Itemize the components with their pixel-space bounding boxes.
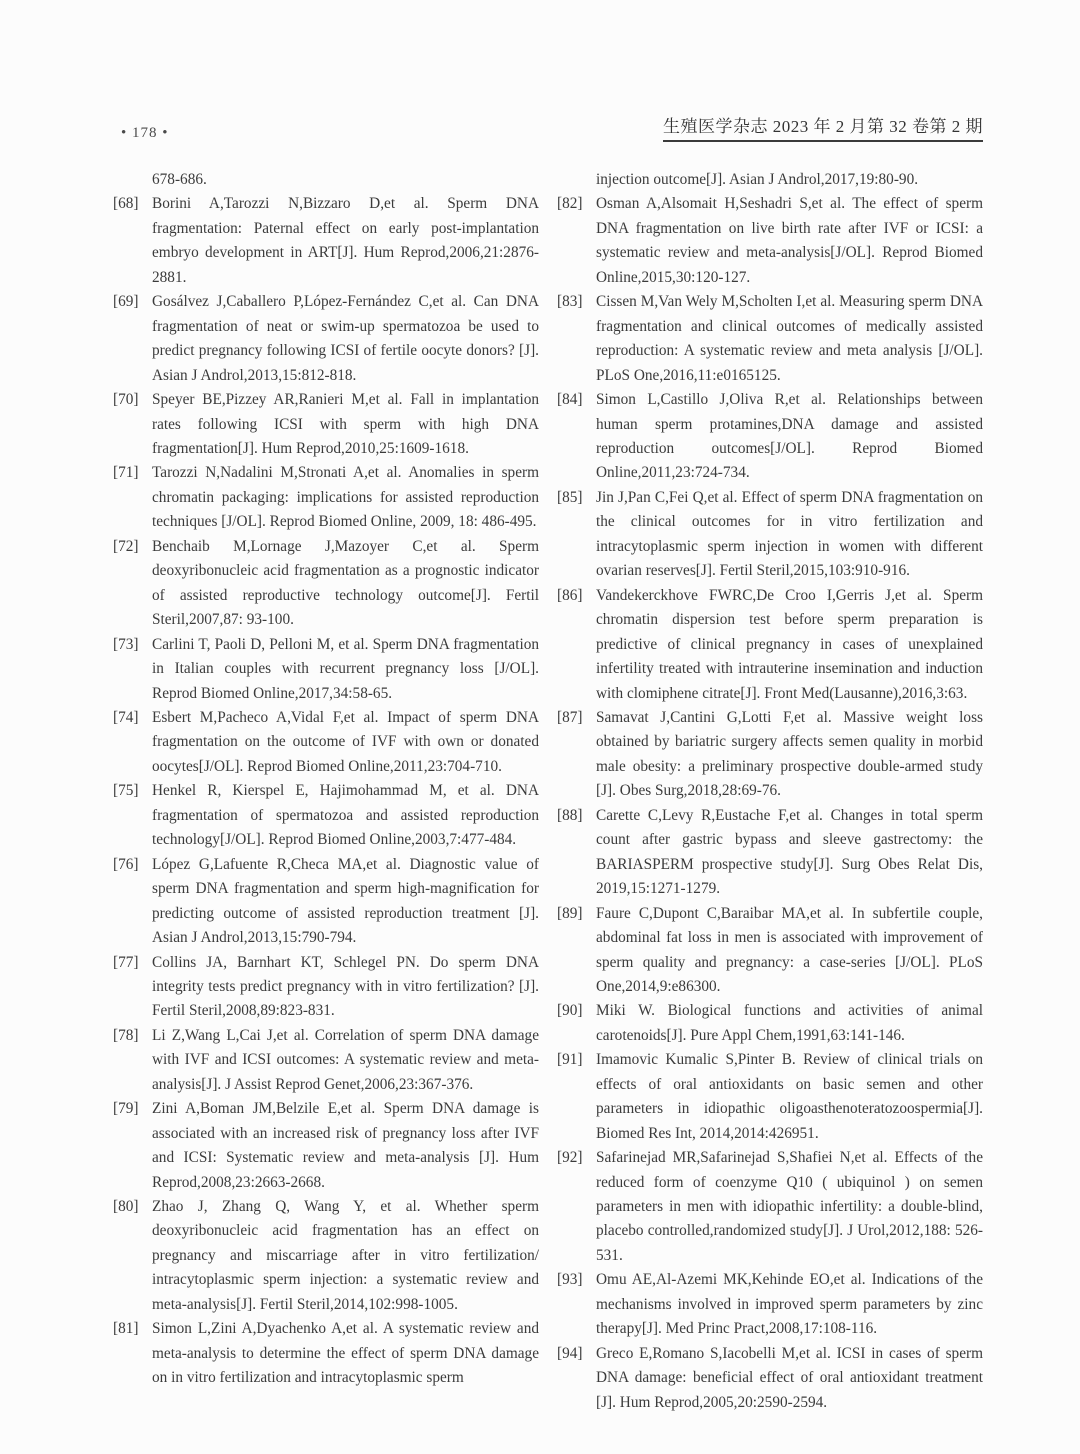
- reference-number: [69]: [113, 293, 139, 311]
- journal-title: 生殖医学杂志 2023 年 2 月第 32 卷第 2 期: [663, 112, 983, 142]
- reference-text: Collins JA, Barnhart KT, Schlegel PN. Do sperm DNA integrity tests predict pregnancy with in vitro fertilization? [J]. Fertil Steril,2008,89:823-831.: [152, 953, 539, 1020]
- reference-88: [557, 804, 983, 902]
- reference-text: Cissen M,Van Wely M,Scholten I,et al. Measuring sperm DNA fragmentation and clinical outcomes of medically assisted reproduction: A systematic review and meta analysis [J/OL]. PLoS One,2016,11:e0165125.: [596, 293, 983, 384]
- reference-number: [86]: [557, 586, 583, 604]
- reference-text: Imamovic Kumalic S,Pinter B. Review of clinical trials on effects of oral antioxidants on basic semen and other parameters in idiopathic oligoasthenoteratozoospermia[J]. Biomed Res Int, 2014,2014:426951.: [596, 1051, 983, 1142]
- reference-83: [557, 290, 983, 388]
- reference-text: Zini A,Boman JM,Belzile E,et al. Sperm DNA damage is associated with an increased risk of pregnancy loss after IVF and ICSI: Systematic review and meta-analysis [J]. Hum Reprod,2008,23:2663-2668.: [152, 1100, 539, 1191]
- reference-text: Miki W. Biological functions and activities of animal carotenoids[J]. Pure Appl Chem,1991,63:141-146.: [596, 1002, 983, 1044]
- reference-columns: [113, 168, 983, 1415]
- reference-number: [83]: [557, 293, 583, 311]
- reference-77: [113, 951, 539, 1024]
- reference-91: [557, 1048, 983, 1146]
- reference-69: [113, 290, 539, 388]
- reference-number: [82]: [557, 195, 583, 213]
- reference-73: [113, 633, 539, 706]
- reference-text: Safarinejad MR,Safarinejad S,Shafiei N,et al. Effects of the reduced form of coenzyme Q10 ( ubiquinol ) on semen parameters in men with idiopathic infertility: a double-blind, placebo controlled,randomized study[J]. J Urol,2012,188: 526-531.: [596, 1149, 983, 1264]
- reference-text: Omu AE,Al-Azemi MK,Kehinde EO,et al. Indications of the mechanisms involved in improved sperm parameters by zinc therapy[J]. Med Princ Pract,2008,17:108-116.: [596, 1271, 983, 1338]
- reference-number: [87]: [557, 708, 583, 726]
- reference-continuation: [113, 168, 539, 192]
- reference-text: Speyer BE,Pizzey AR,Ranieri M,et al. Fall in implantation rates following ICSI with sperm with high DNA fragmentation[J]. Hum Reprod,2010,25:1609-1618.: [152, 391, 539, 457]
- reference-72: [113, 535, 539, 633]
- reference-text: López G,Lafuente R,Checa MA,et al. Diagnostic value of sperm DNA fragmentation and sperm high-magnification for predicting outcome of assisted reproduction treatment [J]. Asian J Androl,2013,15:790-794.: [152, 855, 539, 947]
- reference-text: Carette C,Levy R,Eustache F,et al. Changes in total sperm count after gastric bypass and sleeve gastrectomy: the BARIASPERM prospective study[J]. Surg Obes Relat Dis, 2019,15:1271-1279.: [596, 806, 983, 898]
- reference-text: Henkel R, Kierspel E, Hajimohammad M, et al. DNA fragmentation of spermatozoa and assisted reproduction technology[J/OL]. Reprod Biomed Online,2003,7:477-484.: [152, 782, 539, 849]
- reference-text: Jin J,Pan C,Fei Q,et al. Effect of sperm DNA fragmentation on the clinical outcomes for in vitro fertilization and intracytoplasmic sperm injection in women with different ovarian reserves[J]. Fertil Steril,2015,103:910-916.: [596, 488, 983, 580]
- reference-number: [77]: [113, 953, 139, 971]
- reference-number: [91]: [557, 1051, 583, 1069]
- reference-number: [94]: [557, 1344, 583, 1362]
- reference-continuation: [557, 168, 983, 192]
- reference-68: [113, 192, 539, 290]
- reference-number: [79]: [113, 1100, 139, 1118]
- reference-text: Vandekerckhove FWRC,De Croo I,Gerris J,et al. Sperm chromatin dispersion test before sperm preparation is predictive of clinical pregnancy in cases of unexplained infertility treated with intrauterine insemination and induction with clomiphene citrate[J]. Front Med(Lausanne),2016,3:63.: [596, 586, 983, 702]
- reference-text: Simon L,Zini A,Dyachenko A,et al. A systematic review and meta-analysis to determine the effect of sperm DNA damage on in vitro fertilization and intracytoplasmic sperm: [152, 1320, 539, 1387]
- right-column: [557, 168, 983, 1415]
- reference-text: Zhao J, Zhang Q, Wang Y, et al. Whether sperm deoxyribonucleic acid fragmentation has an effect on pregnancy and miscarriage after in vitro fertilization/ intracytoplasmic sperm injection: a systematic review and meta-analysis[J]. Fertil Steril,2014,102:998-1005.: [152, 1198, 539, 1313]
- reference-number: [76]: [113, 855, 139, 873]
- reference-number: [89]: [557, 904, 583, 922]
- reference-89: [557, 902, 983, 1000]
- reference-number: [78]: [113, 1026, 139, 1044]
- reference-number: [70]: [113, 391, 139, 409]
- reference-number: [92]: [557, 1149, 583, 1167]
- reference-number: [84]: [557, 391, 583, 409]
- reference-number: [88]: [557, 806, 583, 824]
- reference-93: [557, 1268, 983, 1341]
- reference-number: [75]: [113, 782, 139, 800]
- reference-number: [73]: [113, 635, 139, 653]
- reference-82: [557, 192, 983, 290]
- reference-number: [71]: [113, 464, 139, 482]
- reference-text: Gosálvez J,Caballero P,López-Fernández C,et al. Can DNA fragmentation of neat or swim-up spermatozoa be used to predict pregnancy following ICSI of fertile oocyte donors? [J]. Asian J Androl,2013,15:812-818.: [152, 293, 539, 384]
- left-column: [113, 168, 539, 1415]
- reference-text: Faure C,Dupont C,Baraibar MA,et al. In subfertile couple, abdominal fat loss in men is associated with improvement of sperm quality and pregnancy: a case-series [J/OL]. PLoS One,2014,9:e86300.: [596, 904, 983, 995]
- reference-number: [72]: [113, 537, 139, 555]
- reference-text: Esbert M,Pacheco A,Vidal F,et al. Impact of sperm DNA fragmentation on the outcome of IVF with own or donated oocytes[J/OL]. Reprod Biomed Online,2011,23:704-710.: [152, 708, 539, 775]
- reference-text: Carlini T, Paoli D, Pelloni M, et al. Sperm DNA fragmentation in Italian couples with recurrent pregnancy loss [J/OL]. Reprod Biomed Online,2017,34:58-65.: [152, 635, 539, 702]
- reference-94: [557, 1342, 983, 1415]
- reference-87: [557, 706, 983, 804]
- reference-74: [113, 706, 539, 779]
- reference-number: [85]: [557, 488, 583, 506]
- reference-80: [113, 1195, 539, 1317]
- reference-81: [113, 1317, 539, 1390]
- reference-79: [113, 1097, 539, 1195]
- reference-text: Benchaib M,Lornage J,Mazoyer C,et al. Sperm deoxyribonucleic acid fragmentation as a prognostic indicator of assisted reproductive technology outcome[J]. Fertil Steril,2007,87: 93-100.: [152, 537, 539, 629]
- reference-75: [113, 779, 539, 852]
- reference-number: [90]: [557, 1002, 583, 1020]
- reference-text: Greco E,Romano S,Iacobelli M,et al. ICSI in cases of sperm DNA damage: beneficial effect of oral antioxidant treatment [J]. Hum Reprod,2005,20:2590-2594.: [596, 1344, 983, 1411]
- reference-text: Tarozzi N,Nadalini M,Stronati A,et al. Anomalies in sperm chromatin packaging: implications for assisted reproduction techniques [J/OL]. Reprod Biomed Online, 2009, 18: 486-495.: [152, 464, 539, 531]
- reference-71: [113, 461, 539, 534]
- reference-70: [113, 388, 539, 461]
- page-header: [113, 112, 983, 142]
- reference-number: [81]: [113, 1320, 139, 1338]
- reference-number: [80]: [113, 1198, 139, 1216]
- reference-text: Samavat J,Cantini G,Lotti F,et al. Massive weight loss obtained by bariatric surgery affects semen quality in morbid male obesity: a preliminary prospective double-armed study [J]. Obes Surg,2018,28:69-76.: [596, 708, 983, 800]
- reference-text: 678-686.: [152, 171, 207, 188]
- reference-text: injection outcome[J]. Asian J Androl,2017,19:80-90.: [596, 171, 919, 188]
- reference-84: [557, 388, 983, 486]
- reference-78: [113, 1024, 539, 1097]
- reference-text: Osman A,Alsomait H,Seshadri S,et al. The effect of sperm DNA fragmentation on live birth rate after IVF or ICSI: a systematic review and meta-analysis[J/OL]. Reprod Biomed Online,2015,30:120-127.: [596, 195, 983, 286]
- reference-85: [557, 486, 983, 584]
- reference-86: [557, 584, 983, 706]
- reference-text: Li Z,Wang L,Cai J,et al. Correlation of sperm DNA damage with IVF and ICSI outcomes: A systematic review and meta-analysis[J]. J Assist Reprod Genet,2006,23:367-376.: [152, 1026, 539, 1093]
- reference-number: [93]: [557, 1271, 583, 1289]
- reference-90: [557, 999, 983, 1048]
- page-number: • 178 •: [121, 125, 169, 141]
- reference-text: Simon L,Castillo J,Oliva R,et al. Relationships between human sperm protamines,DNA damage and assisted reproduction outcomes[J/OL]. Reprod Biomed Online,2011,23:724-734.: [596, 391, 983, 482]
- reference-number: [68]: [113, 195, 139, 213]
- reference-number: [74]: [113, 708, 139, 726]
- reference-text: Borini A,Tarozzi N,Bizzaro D,et al. Sperm DNA fragmentation: Paternal effect on early post-implantation embryo development in ART[J]. Hum Reprod,2006,21:2876-2881.: [152, 195, 539, 286]
- reference-92: [557, 1146, 983, 1268]
- reference-76: [113, 853, 539, 951]
